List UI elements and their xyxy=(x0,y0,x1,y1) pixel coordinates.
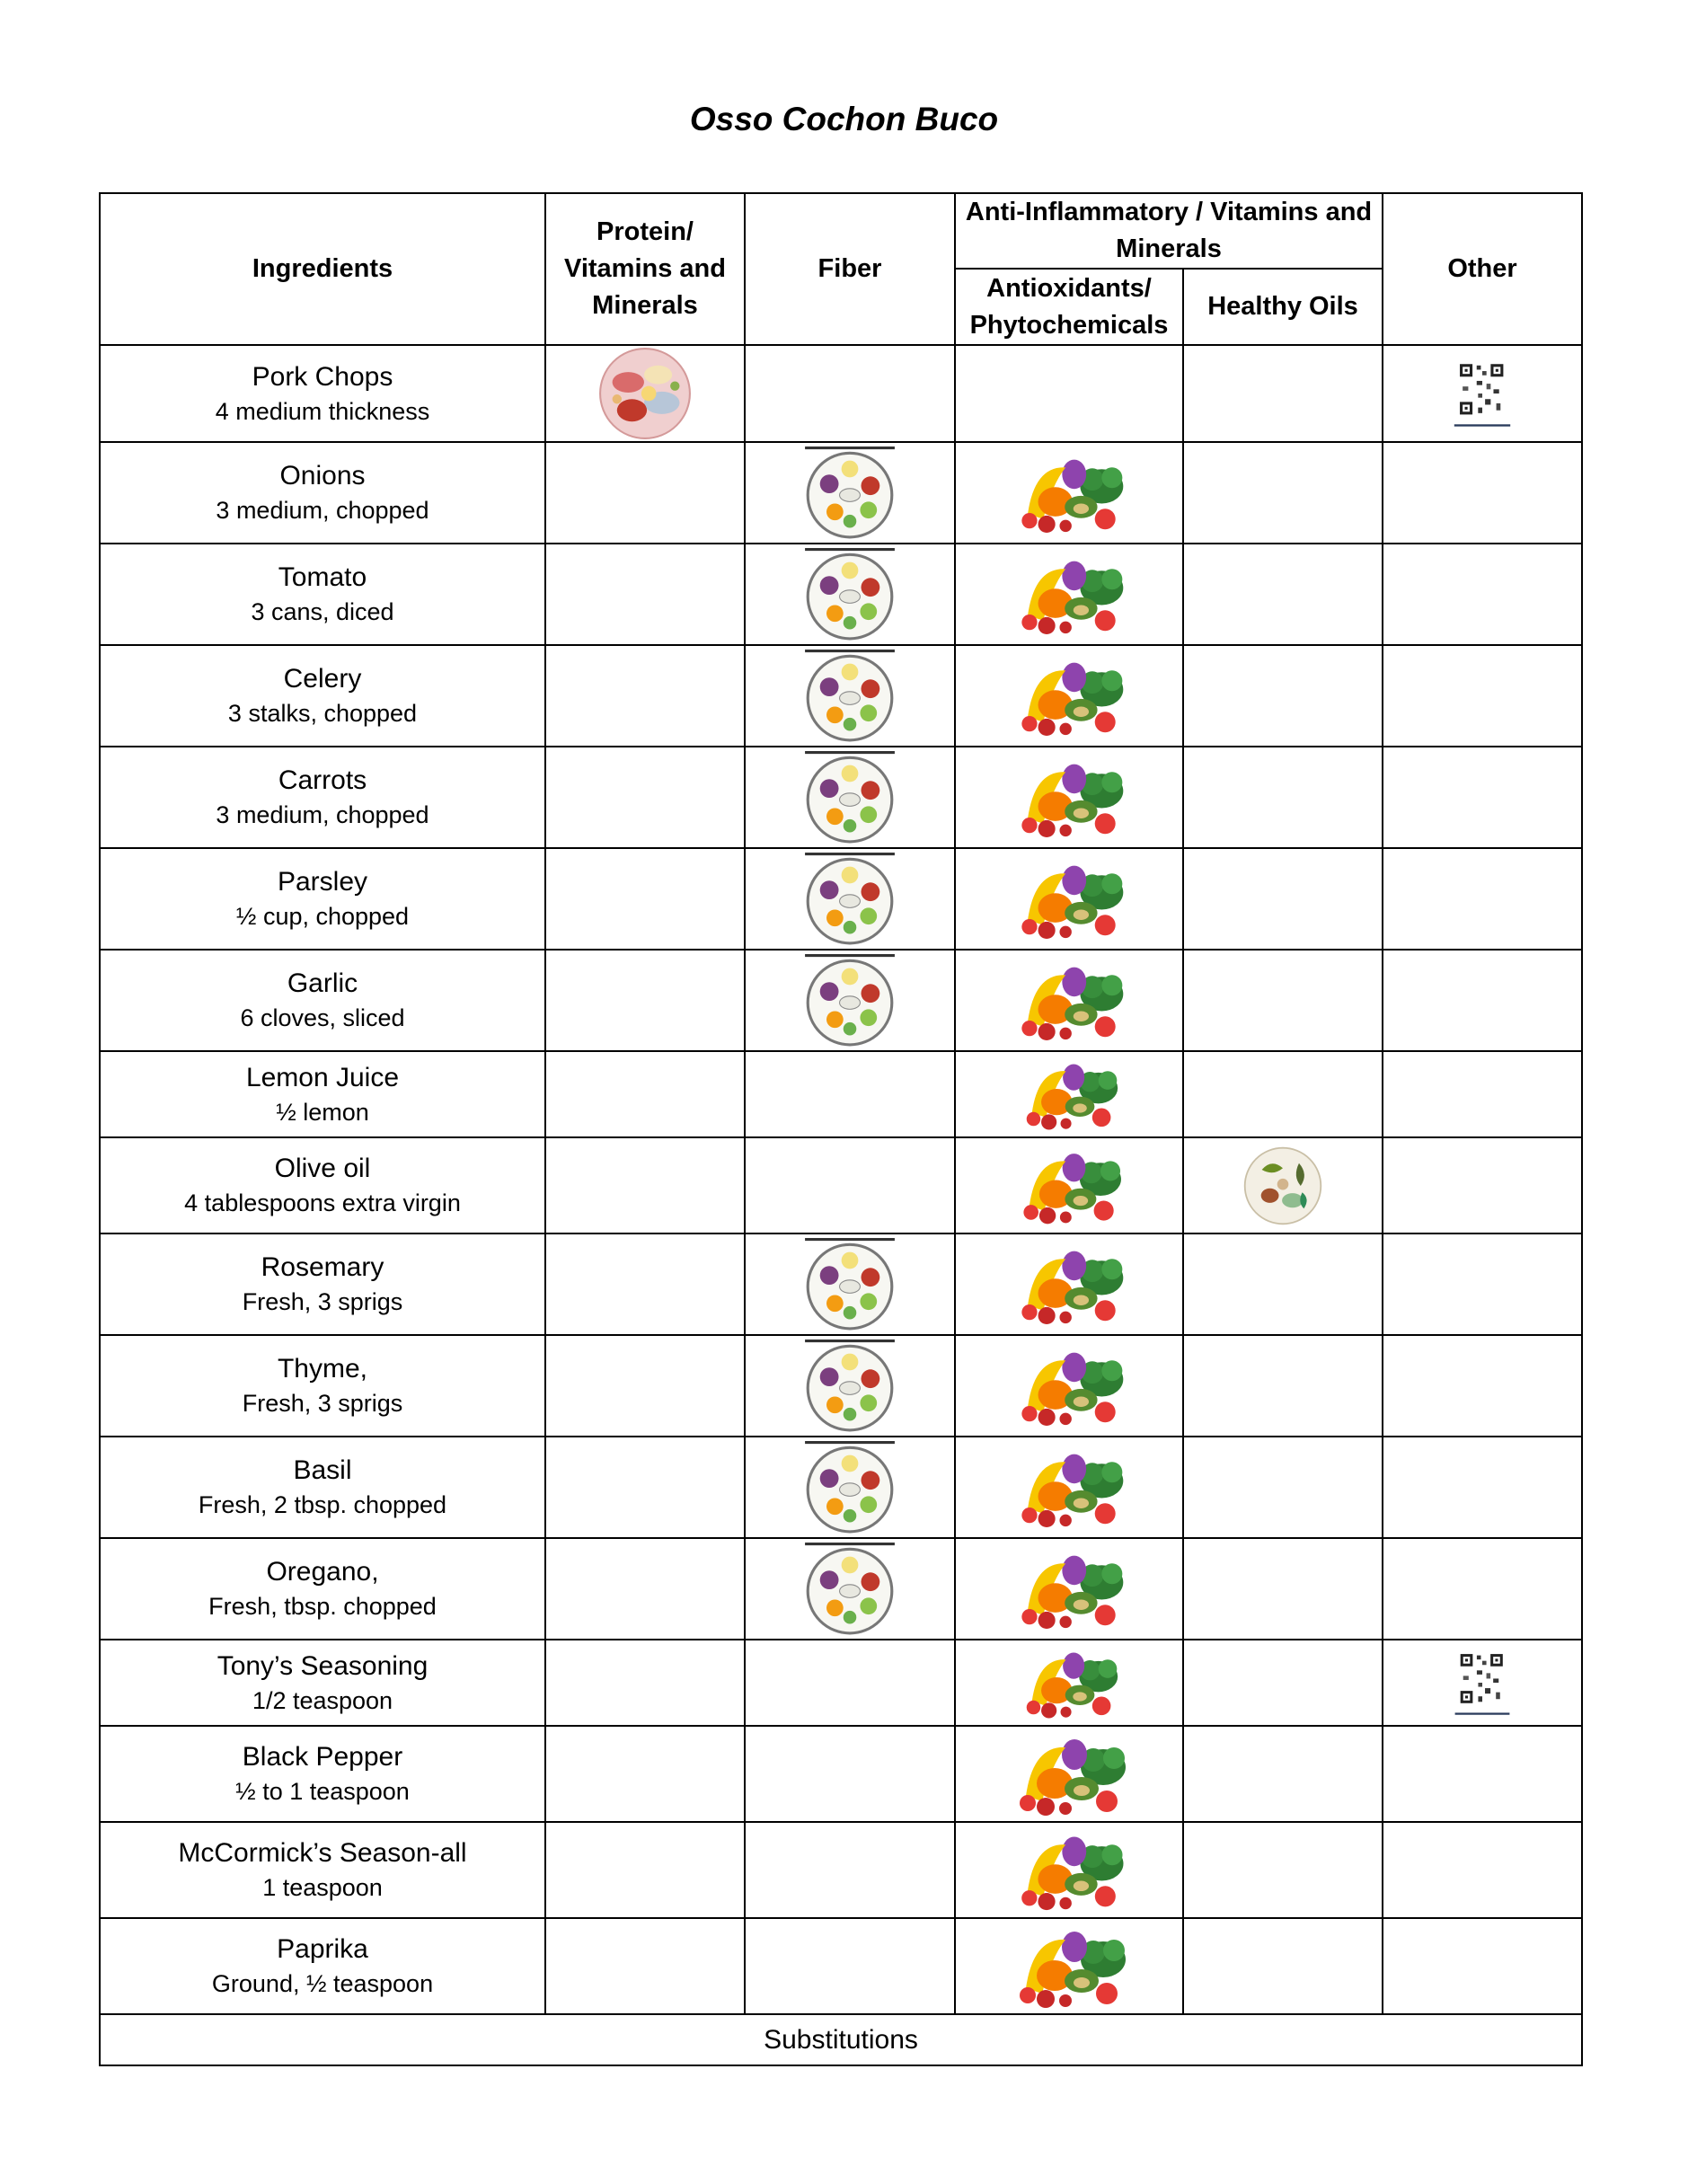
ingredient-quantity: 3 medium, chopped xyxy=(216,497,429,524)
other-cell xyxy=(1383,1051,1582,1137)
ingredient-cell xyxy=(100,544,545,645)
ingredient-name: Thyme, xyxy=(277,1354,368,1384)
table-row xyxy=(100,950,1582,1051)
ingredient-cell xyxy=(100,1437,545,1538)
protein-cell xyxy=(545,1726,745,1822)
qr-code-icon xyxy=(1448,1649,1516,1717)
ingredient-quantity: Fresh, 2 tbsp. chopped xyxy=(198,1491,447,1518)
antioxidants-cell xyxy=(955,1233,1183,1335)
protein-cell xyxy=(545,645,745,747)
ingredient-name: Basil xyxy=(293,1455,352,1485)
fiber-plate-icon xyxy=(803,1238,897,1331)
antioxidants-cell xyxy=(955,645,1183,747)
fiber-plate-icon xyxy=(803,1340,897,1433)
protein-plate-icon xyxy=(598,347,692,440)
table-row xyxy=(100,1640,1582,1726)
healthy-oils-cell xyxy=(1183,1335,1383,1437)
page-title: Osso Cochon Buco xyxy=(689,101,999,137)
ingredient-name: Black Pepper xyxy=(242,1742,403,1772)
ingredient-quantity: Ground, ½ teaspoon xyxy=(211,1970,434,1997)
ingredient-name: Lemon Juice xyxy=(245,1062,400,1092)
other-cell xyxy=(1383,1640,1582,1726)
fiber-cell xyxy=(745,1822,955,1918)
antioxidants-cell xyxy=(955,747,1183,848)
antioxidants-cell xyxy=(955,345,1183,442)
ingredient-name: McCormick’s Season-all xyxy=(178,1838,467,1868)
ingredient-name: Tomato xyxy=(278,562,367,592)
antioxidants-cell xyxy=(955,1437,1183,1538)
healthy-oils-icon xyxy=(1242,1145,1323,1226)
healthy-oils-cell xyxy=(1183,1822,1383,1918)
protein-cell xyxy=(545,1538,745,1640)
fiber-cell xyxy=(745,544,955,645)
ingredient-cell xyxy=(100,1918,545,2014)
protein-cell xyxy=(545,1640,745,1726)
ingredient-name: Pork Chops xyxy=(252,361,393,392)
other-cell xyxy=(1383,747,1582,848)
other-cell xyxy=(1383,1335,1582,1437)
header-healthy-oils: Healthy Oils xyxy=(1183,269,1383,345)
fiber-cell xyxy=(745,1335,955,1437)
other-cell xyxy=(1383,645,1582,747)
qr-code-icon xyxy=(1447,358,1517,429)
fruits-vegetables-icon xyxy=(1011,1145,1127,1227)
other-cell xyxy=(1383,1918,1582,2014)
fiber-cell xyxy=(745,1233,955,1335)
fruits-vegetables-icon xyxy=(1009,653,1129,739)
ingredient-name: Oregano, xyxy=(266,1557,379,1587)
ingredient-name: Tony’s Seasoning xyxy=(217,1650,429,1681)
other-cell xyxy=(1383,1726,1582,1822)
antioxidants-cell xyxy=(955,1051,1183,1137)
header-other: Other xyxy=(1383,193,1582,345)
table-row xyxy=(100,2014,1582,2065)
ingredient-cell xyxy=(100,1335,545,1437)
fruits-vegetables-icon xyxy=(1004,1922,1134,2012)
fiber-cell xyxy=(745,442,955,544)
healthy-oils-cell xyxy=(1183,1437,1383,1538)
ingredient-cell xyxy=(100,1822,545,1918)
fiber-plate-icon xyxy=(803,751,897,844)
fiber-plate-icon xyxy=(803,954,897,1048)
other-cell xyxy=(1383,1538,1582,1640)
ingredient-name: Garlic xyxy=(287,968,358,998)
other-cell xyxy=(1383,848,1582,950)
other-cell xyxy=(1383,1437,1582,1538)
healthy-oils-cell xyxy=(1183,1726,1383,1822)
fruits-vegetables-icon xyxy=(1009,958,1129,1044)
table-row xyxy=(100,345,1582,442)
fruits-vegetables-icon xyxy=(1008,1827,1130,1914)
antioxidants-cell xyxy=(955,1538,1183,1640)
table-row xyxy=(100,544,1582,645)
protein-cell xyxy=(545,950,745,1051)
fruits-vegetables-icon xyxy=(1009,755,1129,841)
antioxidants-cell xyxy=(955,848,1183,950)
antioxidants-cell xyxy=(955,1726,1183,1822)
antioxidants-cell xyxy=(955,1822,1183,1918)
ingredient-name: Paprika xyxy=(277,1934,368,1964)
healthy-oils-cell xyxy=(1183,345,1383,442)
table-row xyxy=(100,442,1582,544)
healthy-oils-cell xyxy=(1183,645,1383,747)
fiber-plate-icon xyxy=(803,1441,897,1534)
protein-cell xyxy=(545,747,745,848)
table-row xyxy=(100,1437,1582,1538)
healthy-oils-cell xyxy=(1183,1538,1383,1640)
fiber-cell xyxy=(745,1051,955,1137)
healthy-oils-cell xyxy=(1183,848,1383,950)
ingredient-cell xyxy=(100,442,545,544)
fruits-vegetables-icon xyxy=(1013,1056,1125,1133)
fiber-plate-icon xyxy=(803,853,897,946)
fiber-cell xyxy=(745,747,955,848)
ingredient-cell xyxy=(100,950,545,1051)
header-protein: Protein/ Vitamins and Minerals xyxy=(545,193,745,345)
fruits-vegetables-icon xyxy=(1004,1729,1134,1819)
ingredient-cell xyxy=(100,1726,545,1822)
table-row xyxy=(100,747,1582,848)
other-cell xyxy=(1383,950,1582,1051)
ingredient-quantity: 1/2 teaspoon xyxy=(252,1686,393,1714)
protein-cell xyxy=(545,345,745,442)
healthy-oils-cell xyxy=(1183,1918,1383,2014)
ingredients-table xyxy=(99,192,1583,2066)
healthy-oils-cell xyxy=(1183,442,1383,544)
fruits-vegetables-icon xyxy=(1009,1242,1129,1328)
ingredient-quantity: Fresh, tbsp. chopped xyxy=(208,1593,437,1620)
protein-cell xyxy=(545,1437,745,1538)
healthy-oils-cell xyxy=(1183,1640,1383,1726)
ingredient-cell xyxy=(100,1538,545,1640)
antioxidants-cell xyxy=(955,1335,1183,1437)
table-row xyxy=(100,1538,1582,1640)
healthy-oils-cell xyxy=(1183,950,1383,1051)
fiber-cell xyxy=(745,1437,955,1538)
ingredient-cell xyxy=(100,1051,545,1137)
antioxidants-cell xyxy=(955,950,1183,1051)
table-row xyxy=(100,1822,1582,1918)
ingredient-quantity: 4 tablespoons extra virgin xyxy=(184,1189,461,1216)
ingredient-quantity: 6 cloves, sliced xyxy=(240,1004,405,1031)
fiber-cell xyxy=(745,345,955,442)
fruits-vegetables-icon xyxy=(1013,1644,1125,1721)
table-row xyxy=(100,1335,1582,1437)
protein-cell xyxy=(545,1233,745,1335)
ingredient-name: Carrots xyxy=(278,765,367,795)
header-anti-inflammatory: Anti-Inflammatory / Vitamins and Minerals xyxy=(955,193,1383,269)
other-cell xyxy=(1383,442,1582,544)
header-fiber: Fiber xyxy=(745,193,955,345)
ingredient-quantity: Fresh, 3 sprigs xyxy=(242,1288,403,1315)
fiber-plate-icon xyxy=(803,447,897,540)
ingredient-quantity: 3 stalks, chopped xyxy=(227,700,418,727)
fiber-cell xyxy=(745,1726,955,1822)
fiber-cell xyxy=(745,950,955,1051)
fiber-plate-icon xyxy=(803,548,897,641)
table-row xyxy=(100,1918,1582,2014)
other-cell xyxy=(1383,544,1582,645)
protein-cell xyxy=(545,544,745,645)
fiber-cell xyxy=(745,1640,955,1726)
ingredient-quantity: ½ to 1 teaspoon xyxy=(235,1778,410,1805)
antioxidants-cell xyxy=(955,1640,1183,1726)
ingredient-name: Olive oil xyxy=(274,1154,371,1183)
fiber-plate-icon xyxy=(803,1543,897,1636)
ingredient-name: Onions xyxy=(279,461,366,491)
fiber-plate-icon xyxy=(803,650,897,743)
other-cell xyxy=(1383,345,1582,442)
fiber-cell xyxy=(745,1538,955,1640)
ingredient-cell xyxy=(100,645,545,747)
substitutions-cell: Substitutions xyxy=(100,2014,1582,2065)
ingredient-cell xyxy=(100,747,545,848)
ingredient-quantity: ½ lemon xyxy=(276,1098,369,1126)
fiber-cell xyxy=(745,1137,955,1233)
ingredient-cell xyxy=(100,1640,545,1726)
table-row xyxy=(100,1233,1582,1335)
protein-cell xyxy=(545,1137,745,1233)
table-row xyxy=(100,848,1582,950)
ingredient-name: Celery xyxy=(283,664,362,694)
fiber-cell xyxy=(745,848,955,950)
ingredient-quantity: 3 medium, chopped xyxy=(216,801,429,828)
fiber-cell xyxy=(745,1918,955,2014)
fruits-vegetables-icon xyxy=(1009,1546,1129,1632)
fruits-vegetables-icon xyxy=(1009,1445,1129,1531)
header-antioxidants: Antioxidants/ Phytochemicals xyxy=(955,269,1183,345)
header-ingredients: Ingredients xyxy=(100,193,545,345)
ingredient-quantity: Fresh, 3 sprigs xyxy=(242,1390,403,1417)
ingredient-quantity: ½ cup, chopped xyxy=(235,903,410,930)
antioxidants-cell xyxy=(955,544,1183,645)
ingredient-name: Rosemary xyxy=(261,1252,384,1282)
protein-cell xyxy=(545,848,745,950)
protein-cell xyxy=(545,1822,745,1918)
antioxidants-cell xyxy=(955,442,1183,544)
table-row xyxy=(100,1051,1582,1137)
healthy-oils-cell xyxy=(1183,544,1383,645)
healthy-oils-cell xyxy=(1183,747,1383,848)
fruits-vegetables-icon xyxy=(1009,450,1129,536)
healthy-oils-cell xyxy=(1183,1051,1383,1137)
ingredient-cell xyxy=(100,1233,545,1335)
ingredient-cell xyxy=(100,848,545,950)
table-row xyxy=(100,645,1582,747)
protein-cell xyxy=(545,1918,745,2014)
antioxidants-cell xyxy=(955,1918,1183,2014)
ingredient-cell xyxy=(100,1137,545,1233)
ingredient-quantity: 1 teaspoon xyxy=(262,1874,383,1901)
fruits-vegetables-icon xyxy=(1009,1343,1129,1429)
healthy-oils-cell xyxy=(1183,1233,1383,1335)
protein-cell xyxy=(545,442,745,544)
ingredient-cell xyxy=(100,345,545,442)
ingredient-quantity: 3 cans, diced xyxy=(251,598,394,625)
antioxidants-cell xyxy=(955,1137,1183,1233)
ingredient-name: Parsley xyxy=(277,867,368,897)
ingredient-quantity: 4 medium thickness xyxy=(215,397,430,425)
table-row xyxy=(100,1726,1582,1822)
fruits-vegetables-icon xyxy=(1009,552,1129,638)
healthy-oils-cell xyxy=(1183,1137,1383,1233)
fiber-cell xyxy=(745,645,955,747)
other-cell xyxy=(1383,1233,1582,1335)
protein-cell xyxy=(545,1335,745,1437)
fruits-vegetables-icon xyxy=(1009,856,1129,942)
other-cell xyxy=(1383,1822,1582,1918)
protein-cell xyxy=(545,1051,745,1137)
ingredient-rows xyxy=(100,345,1582,2065)
other-cell xyxy=(1383,1137,1582,1233)
table-row xyxy=(100,1137,1582,1233)
